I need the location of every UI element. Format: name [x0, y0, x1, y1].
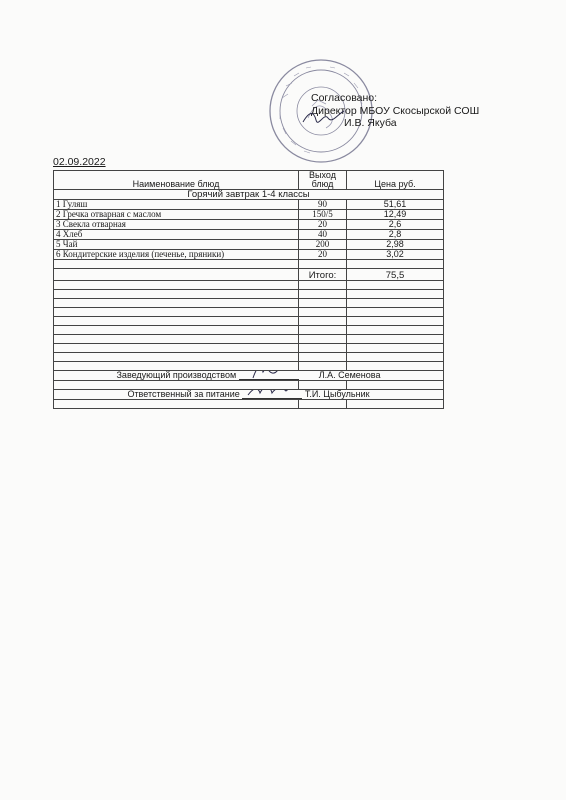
empty-row: [54, 290, 444, 299]
dish-price: 3,02: [347, 250, 444, 260]
dish-name: 4 Хлеб: [54, 230, 299, 240]
empty-row: [54, 353, 444, 362]
table-row: [54, 230, 444, 240]
production-signature-mark: [239, 371, 299, 381]
dish-yield: 20: [299, 250, 347, 260]
dish-name: 6 Кондитерские изделия (печенье, пряники): [54, 250, 299, 260]
empty-row: [54, 362, 444, 371]
total-value: 75,5: [347, 269, 444, 281]
dish-price: 2,98: [347, 240, 444, 250]
dish-yield: 150/5: [299, 210, 347, 220]
empty-row: [54, 326, 444, 335]
header-yield: Выход блюд: [299, 171, 347, 190]
table-row: [54, 210, 444, 220]
signature-row-nutrition: [54, 390, 444, 400]
dish-yield: 200: [299, 240, 347, 250]
signature-row-production: [54, 371, 444, 381]
empty-row: [54, 281, 444, 290]
table-row: [54, 250, 444, 260]
section-title: Горячий завтрак 1-4 классы: [54, 190, 444, 200]
total-label: Итого:: [299, 269, 347, 281]
empty-row: [54, 260, 444, 269]
dish-yield: 90: [299, 200, 347, 210]
nutrition-signature-line: [242, 390, 302, 399]
header-price: Цена руб.: [347, 171, 444, 190]
director-signature-mark: [300, 108, 348, 126]
header-name: Наименование блюд: [54, 171, 299, 190]
dish-name: 2 Гречка отварная с маслом: [54, 210, 299, 220]
nutrition-officer-title: Ответственный за питание: [127, 389, 240, 399]
section-row: [54, 190, 444, 200]
menu-table: [53, 170, 444, 409]
empty-row: [54, 308, 444, 317]
table-row: [54, 240, 444, 250]
dish-yield: 40: [299, 230, 347, 240]
dish-price: 2,8: [347, 230, 444, 240]
total-row: [54, 269, 444, 281]
dish-price: 51,61: [347, 200, 444, 210]
document-date: 02.09.2022: [53, 156, 106, 168]
nutrition-officer-name: Т.И. Цыбульник: [304, 389, 370, 399]
table-row: [54, 220, 444, 230]
table-header-row: [54, 171, 444, 190]
empty-row: [54, 344, 444, 353]
approval-director: Директор МБОУ Скосырской СОШ: [311, 104, 480, 117]
dish-name: 1 Гуляш: [54, 200, 299, 210]
dish-yield: 20: [299, 220, 347, 230]
production-manager-title: Заведующий производством: [116, 370, 237, 380]
dish-name: 5 Чай: [54, 240, 299, 250]
empty-row: [54, 335, 444, 344]
dish-name: 3 Свекла отварная: [54, 220, 299, 230]
empty-row: [54, 317, 444, 326]
nutrition-signature-mark: [242, 390, 302, 400]
approval-name: И.В. Якуба: [344, 117, 397, 129]
empty-row: [54, 381, 444, 390]
table-row: [54, 200, 444, 210]
production-manager-name: Л.А. Семенова: [318, 370, 381, 380]
empty-row: [54, 400, 444, 409]
approval-heading: Согласовано:: [311, 92, 378, 104]
dish-price: 2,6: [347, 220, 444, 230]
empty-row: [54, 299, 444, 308]
dish-price: 12,49: [347, 210, 444, 220]
production-signature-line: [239, 371, 299, 380]
